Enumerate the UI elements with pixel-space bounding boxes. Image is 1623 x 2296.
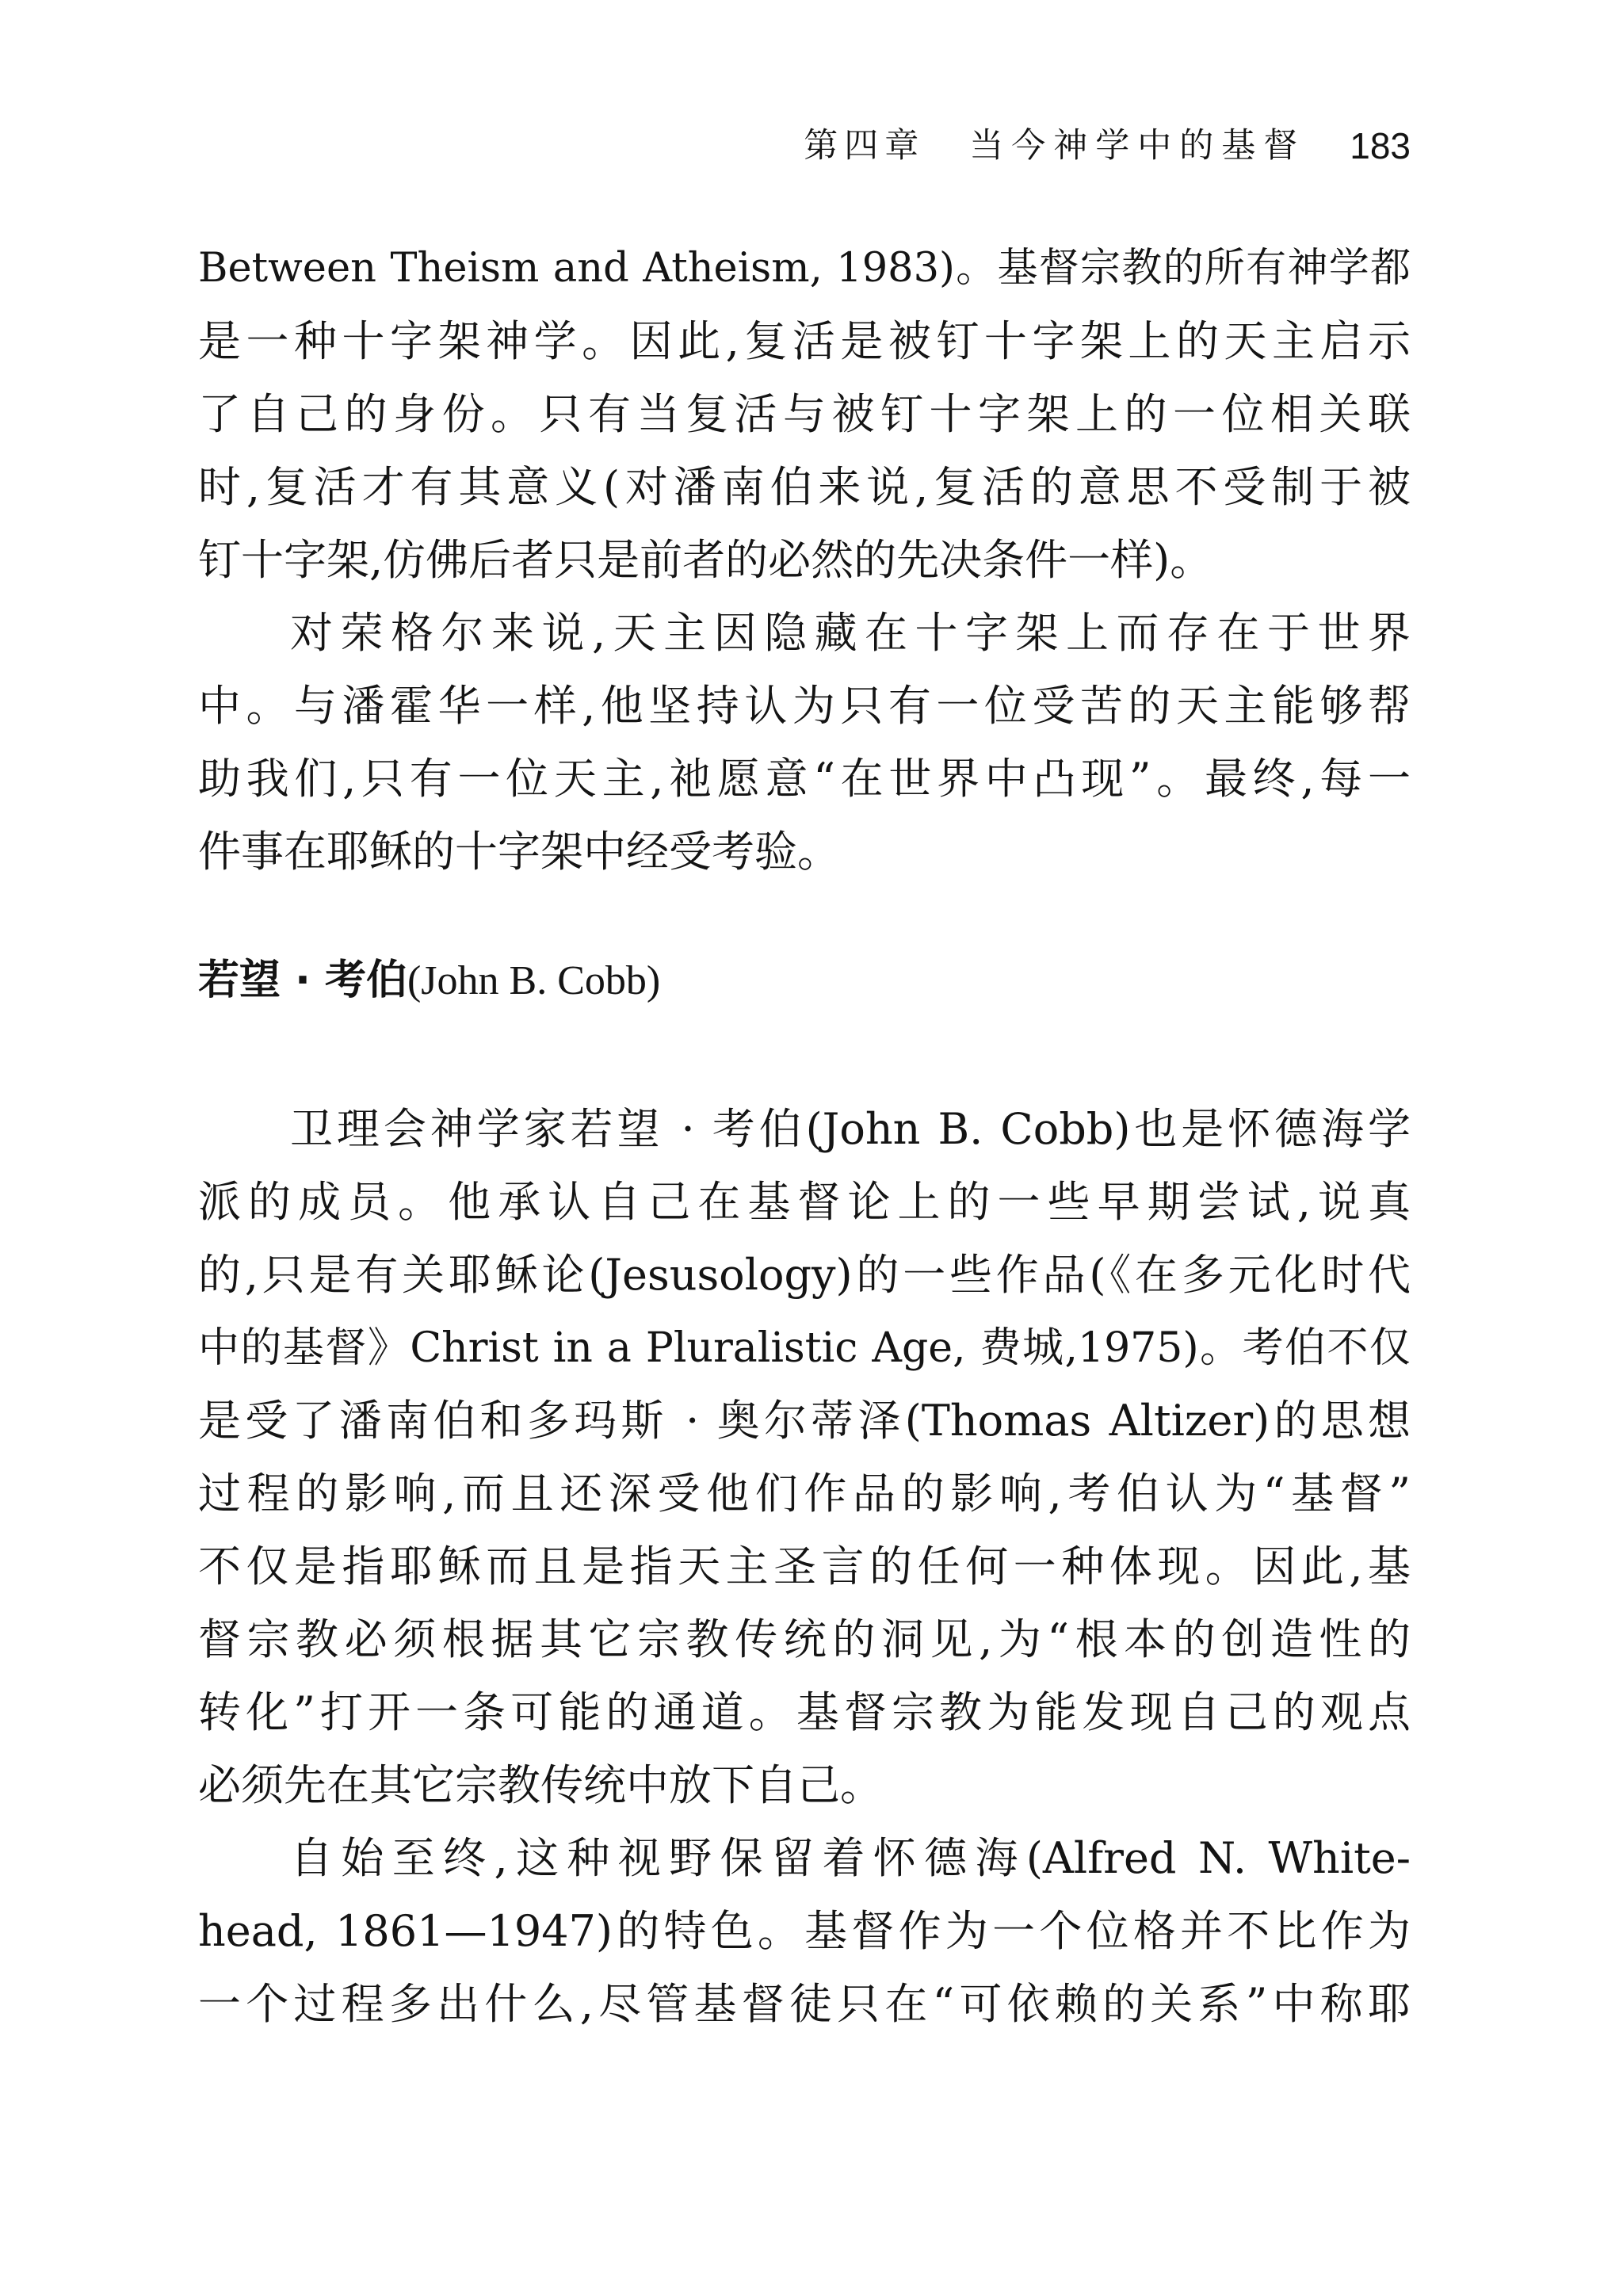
chapter-label: 第四章: [804, 125, 926, 166]
text-line: 了自己的身份。只有当复活与被钉十字架上的一位相关联: [198, 389, 1411, 439]
text-line: 转化”打开一条可能的通道。基督宗教为能发现自己的观点: [198, 1687, 1411, 1737]
text-line: 是受了潘南伯和多玛斯 · 奥尔蒂泽(Thomas Altizer)的思想: [198, 1396, 1411, 1446]
text-line: 中。与潘霍华一样,他坚持认为只有一位受苦的天主能够帮: [198, 681, 1411, 731]
chapter-title: 当今神学中的基督: [969, 125, 1306, 166]
text-line: Between Theism and Atheism, 1983)。基督宗教的所有神学都: [198, 245, 1411, 292]
text-line: head, 1861—1947)的特色。基督作为一个位格并不比作为: [198, 1906, 1411, 1956]
running-head: [745, 120, 1411, 171]
text-line: 过程的影响,而且还深受他们作品的影响,考伯认为“基督”: [198, 1469, 1411, 1519]
text-line: 是一种十字架神学。因此,复活是被钉十字架上的天主启示: [198, 316, 1411, 366]
text-line: 时,复活才有其意义(对潘南伯来说,复活的意思不受制于被: [198, 462, 1411, 512]
section-heading: [198, 945, 660, 1016]
text-line: 不仅是指耶稣而且是指天主圣言的任何一种体现。因此,基: [198, 1541, 1411, 1591]
text-line: 一个过程多出什么,尽管基督徒只在“可依赖的关系”中称耶: [198, 1979, 1411, 2029]
text-line: 督宗教必须根据其它宗教传统的洞见,为“根本的创造性的: [198, 1614, 1411, 1664]
text-line: 钉十字架,仿佛后者只是前者的必然的先决条件一样)。: [198, 535, 1213, 585]
text-line: 自始至终,这种视野保留着怀德海(Alfred N. White-: [290, 1833, 1411, 1883]
text-line: 的,只是有关耶稣论(Jesusology)的一些作品(《在多元化时代: [198, 1250, 1411, 1300]
page-number: 183: [1350, 125, 1411, 166]
text-line: 中的基督》Christ in a Pluralistic Age, 费城,1975)。考伯不仅: [198, 1324, 1411, 1372]
text-line: 派的成员。他承认自己在基督论上的一些早期尝试,说真: [198, 1177, 1411, 1227]
section-heading-name: 若望 · 考伯: [198, 957, 407, 1004]
text-line: 卫理会神学家若望 · 考伯(John B. Cobb)也是怀德海学: [290, 1104, 1411, 1154]
text-line: 必须先在其它宗教传统中放下自己。: [198, 1760, 883, 1810]
text-line: 对荣格尔来说,天主因隐藏在十字架上而存在于世界: [290, 608, 1411, 658]
text-line: 件事在耶稣的十字架中经受考验。: [198, 827, 840, 877]
section-heading-latin: (John B. Cobb): [407, 958, 661, 1003]
text-line: 助我们,只有一位天主,祂愿意“在世界中凸现”。最终,每一: [198, 754, 1411, 804]
